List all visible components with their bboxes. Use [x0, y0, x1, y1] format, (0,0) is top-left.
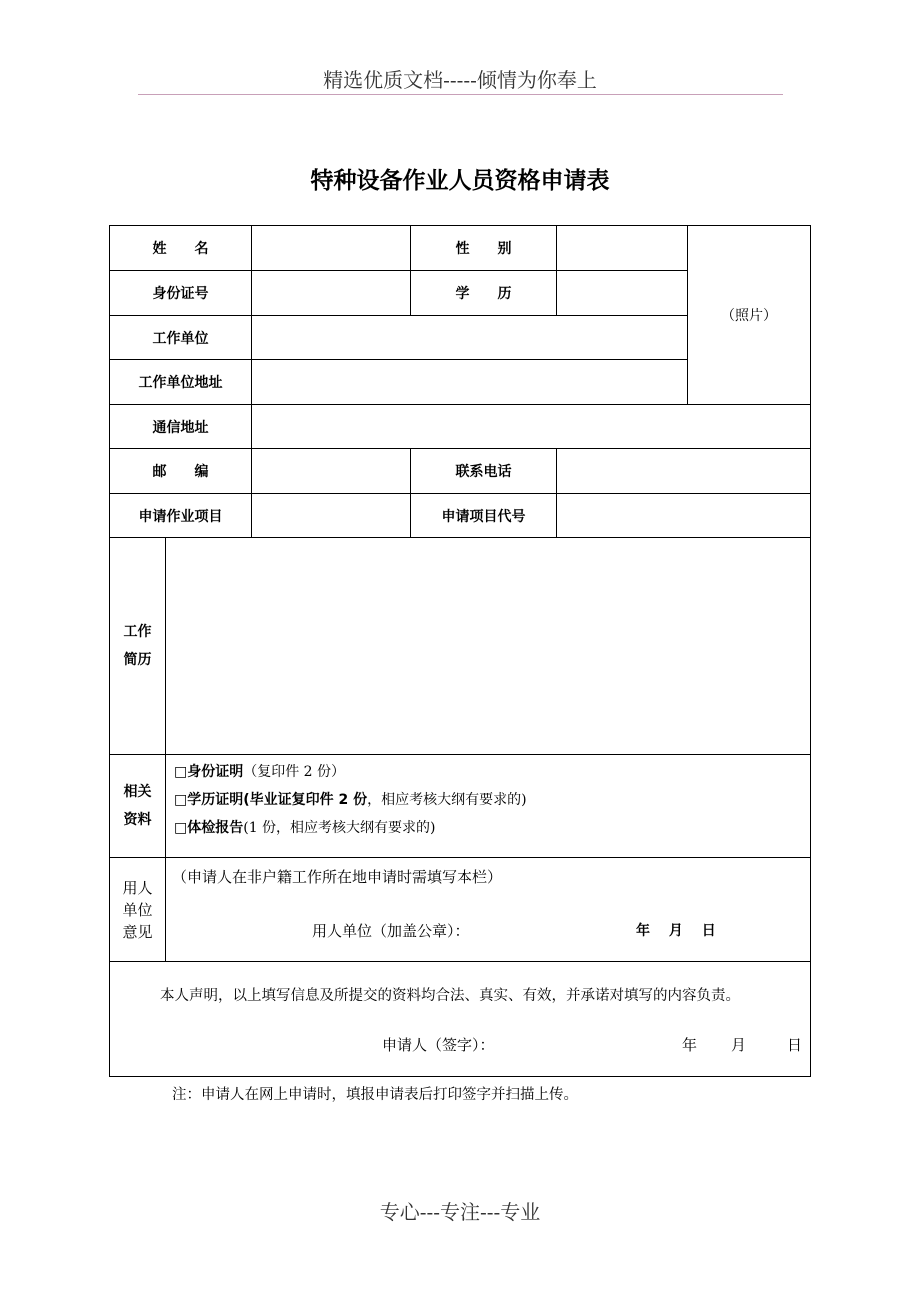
- checkbox-icon[interactable]: □: [174, 792, 188, 808]
- employer-label-line1: 用人: [122, 878, 153, 897]
- education-field[interactable]: [556, 270, 688, 316]
- apply-item-label: 申请作业项目: [109, 493, 252, 538]
- resume-field[interactable]: [165, 537, 811, 755]
- page-footer: 专心---专注---专业: [379, 1200, 541, 1224]
- resume-label-line1: 工作: [123, 624, 152, 640]
- form-title: 特种设备作业人员资格申请表: [310, 168, 610, 194]
- employer-opinion-field[interactable]: [165, 857, 811, 962]
- declaration-section: [109, 961, 811, 1077]
- documents-label-line1: 相关: [123, 784, 152, 800]
- document-item[interactable]: [174, 761, 810, 789]
- employer-label-line2: 单位: [122, 900, 153, 919]
- signature-label: 申请人（签字）：: [382, 1036, 495, 1054]
- gender-label: 性 别: [410, 225, 557, 271]
- document-detail: ，相应考核大纲有要求的): [367, 792, 527, 808]
- document-name: 身份证明: [187, 764, 244, 780]
- checkbox-icon[interactable]: □: [174, 820, 188, 836]
- header-divider: [138, 94, 783, 95]
- postcode-field[interactable]: [251, 448, 411, 494]
- documents-label-line2: 资料: [123, 812, 152, 828]
- resume-label-line2: 简历: [123, 652, 152, 668]
- page-header: 精选优质文档-----倾情为你奉上: [323, 68, 597, 92]
- employer-label-line3: 意见: [122, 922, 153, 941]
- declaration-text: 本人声明，以上填写信息及所提交的资料均合法、真实、有效，并承诺对填写的内容负责。: [160, 988, 740, 1004]
- postcode-label: 邮 编: [109, 448, 252, 494]
- id-number-field[interactable]: [251, 270, 411, 316]
- document-item[interactable]: [174, 789, 810, 817]
- sign-day: 日: [787, 1036, 803, 1054]
- mail-address-field[interactable]: [251, 404, 811, 449]
- education-label: 学 历: [410, 270, 557, 316]
- work-unit-label: 工作单位: [109, 315, 252, 360]
- employer-opinion-label: [109, 857, 166, 962]
- employer-note: （申请人在非户籍工作所在地申请时需填写本栏）: [172, 868, 503, 886]
- apply-item-code-field[interactable]: [556, 493, 811, 538]
- document-item[interactable]: [174, 817, 810, 845]
- employer-stamp-label: 用人单位（加盖公章）：: [312, 922, 470, 940]
- document-name: 学历证明(毕业证复印件 2 份: [187, 792, 368, 808]
- document-detail: （复印件 2 份）: [243, 764, 346, 780]
- documents-label: [109, 754, 166, 858]
- document-detail: (1 份，相应考核大纲有要求的): [243, 820, 436, 836]
- mail-address-label: 通信地址: [109, 404, 252, 449]
- checkbox-icon[interactable]: □: [174, 764, 188, 780]
- phone-field[interactable]: [556, 448, 811, 494]
- phone-label: 联系电话: [410, 448, 557, 494]
- document-name: 体检报告: [187, 820, 244, 836]
- sign-month: 月: [731, 1036, 747, 1054]
- photo-box[interactable]: （照片）: [687, 225, 811, 405]
- work-unit-address-field[interactable]: [251, 359, 688, 405]
- resume-label: [109, 537, 166, 755]
- id-number-label: 身份证号: [109, 270, 252, 316]
- apply-item-code-label: 申请项目代号: [410, 493, 557, 538]
- gender-field[interactable]: [556, 225, 688, 271]
- name-field[interactable]: [251, 225, 411, 271]
- work-unit-address-label: 工作单位地址: [109, 359, 252, 405]
- name-label: 姓 名: [109, 225, 252, 271]
- apply-item-field[interactable]: [251, 493, 411, 538]
- sign-year: 年: [682, 1036, 698, 1054]
- form-note: 注：申请人在网上申请时，填报申请表后打印签字并扫描上传。: [172, 1087, 578, 1103]
- documents-list: [165, 754, 811, 858]
- work-unit-field[interactable]: [251, 315, 688, 360]
- employer-date: 年 月 日: [636, 923, 716, 939]
